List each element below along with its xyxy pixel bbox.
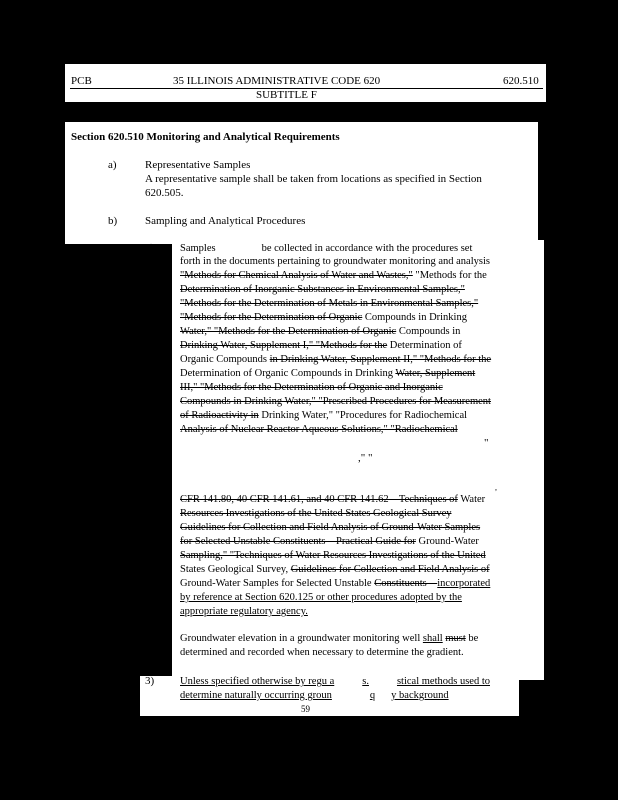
text-line (180, 325, 460, 338)
struck-text: Guidelines for Collection and Field Analysis of Ground-Water Samples (180, 522, 481, 533)
text-run: Compounds in Drinking (362, 312, 467, 323)
text-fragment: , (495, 483, 497, 492)
text-run: s. (362, 676, 369, 687)
header-center: 35 ILLINOIS ADMINISTRATIVE CODE 620 (173, 75, 381, 87)
item-a-marker: a) (108, 159, 117, 171)
inserted-text (180, 690, 449, 701)
inserted-text (180, 676, 490, 687)
struck-text: of Radioactivity in (180, 410, 259, 421)
text-run: Samples (180, 243, 216, 254)
text-line (180, 632, 478, 645)
text-line (180, 521, 480, 534)
struck-text: Compounds in Drinking Water," "Prescribed Procedures for Measurement (180, 396, 491, 407)
text-line (180, 283, 465, 296)
struck-text: for Selected Unstable Constituents – Practical Guide for (180, 536, 416, 547)
text-run: Compounds in (396, 326, 461, 337)
text-line: forth in the documents pertaining to groundwater monitoring and analysis (180, 256, 490, 267)
text-fragment: " (484, 437, 489, 449)
struck-text: "Methods for Chemical Analysis of Water and Wastes," (180, 270, 413, 281)
text-run: determine naturally occurring groun (180, 690, 332, 701)
struck-text: Resources Investigations of the United States Geological Survey (180, 508, 452, 519)
page-number: 59 (301, 704, 310, 714)
text-line (180, 353, 491, 366)
text-line (180, 311, 467, 324)
text-line (180, 297, 478, 310)
header-subtitle: SUBTITLE F (256, 89, 317, 101)
text-line (180, 563, 490, 576)
text-line (180, 269, 487, 282)
text-run: Determination of (387, 340, 462, 351)
text-line (180, 339, 462, 352)
text-run: stical methods used to (396, 676, 490, 687)
section-title: Section 620.510 Monitoring and Analytical Requirements (71, 131, 340, 143)
text-run: Organic Compounds (180, 354, 270, 365)
struck-text: Sampling," "Techniques of Water Resources Investigations of the United (180, 550, 486, 561)
text-line (180, 242, 472, 255)
item-b-marker: b) (108, 215, 118, 227)
text-line (180, 381, 443, 394)
text-line (180, 605, 308, 618)
header-left: PCB (71, 75, 92, 87)
text-line (180, 395, 491, 408)
text-run: Determination of Organic Compounds in Drinking (180, 368, 396, 379)
text-line (180, 535, 479, 548)
struck-text: Water, Supplement (395, 368, 476, 379)
struck-text: "Methods for the Determination of Metals in Environmental Samples," (180, 298, 479, 309)
text-line: determined and recorded when necessary to determine the gradient. (180, 647, 464, 658)
inserted-text: appropriate regulatory agency. (180, 606, 308, 617)
item-a-text-2: 620.505. (145, 187, 184, 199)
text-run: be (465, 633, 479, 644)
text-line (180, 367, 475, 380)
struck-text: Drinking Water, Supplement I," "Methods for the (180, 340, 388, 351)
text-line (180, 689, 449, 702)
struck-text: Analysis of Nuclear Reactor Aqueous Solutions," "Radiochemical (180, 424, 458, 435)
text-run: be collected in accordance with the procedures set (261, 243, 473, 254)
struck-text: CFR 141.80, 40 CFR 141.61, and 40 CFR 141.62 – Techniques of (180, 494, 458, 505)
text-line (180, 591, 462, 604)
text-line (180, 409, 467, 422)
text-run: States Geological Survey, (180, 564, 291, 575)
struck-text: Guidelines for Collection and Field Analysis of (290, 564, 490, 575)
inserted-text: by reference at Section 620.125 or other procedures adopted by the (180, 592, 462, 603)
struck-text: must (445, 633, 466, 644)
text-line (180, 507, 451, 520)
struck-text: III," "Methods for the Determination of Organic and Inorganic (180, 382, 443, 393)
text-run: Water (457, 494, 486, 505)
text-line (180, 675, 490, 688)
text-line (180, 549, 486, 562)
struck-text: "Methods for the Determination of Organic (180, 312, 363, 323)
struck-text: Constituents – (374, 578, 438, 589)
header-right: 620.510 (503, 75, 539, 87)
struck-text: in Drinking Water, Supplement II," "Methods for the (269, 354, 492, 365)
text-line (180, 577, 490, 590)
item-b-heading: Sampling and Analytical Procedures (145, 215, 306, 227)
text-run: Drinking Water," "Procedures for Radiochemical (258, 410, 468, 421)
struck-text: Determination of Inorganic Substances in Environmental Samples," (180, 284, 465, 295)
text-run: Unless specified otherwise by regu a (180, 676, 335, 687)
text-run: Ground-Water (415, 536, 479, 547)
struck-text: Water," "Methods for the Determination of Organic (180, 326, 397, 337)
item-1-marker: 1) (145, 242, 155, 254)
text-run: y background (391, 690, 449, 701)
item-a-text-1: A representative sample shall be taken from locations as specified in Section (145, 173, 482, 185)
text-run: "Methods for the (412, 270, 487, 281)
text-line (180, 423, 458, 436)
text-fragment: ," " (358, 452, 373, 464)
inserted-text: incorporated (437, 578, 491, 589)
text-run: Ground-Water Samples for Selected Unstable (180, 578, 375, 589)
text-line (180, 493, 485, 506)
text-run: Groundwater elevation in a groundwater monitoring well (180, 633, 423, 644)
item-a-heading: Representative Samples (145, 159, 251, 171)
inserted-text: shall (422, 633, 443, 644)
item-3-marker: 3) (145, 675, 155, 687)
text-run: q (369, 690, 376, 701)
